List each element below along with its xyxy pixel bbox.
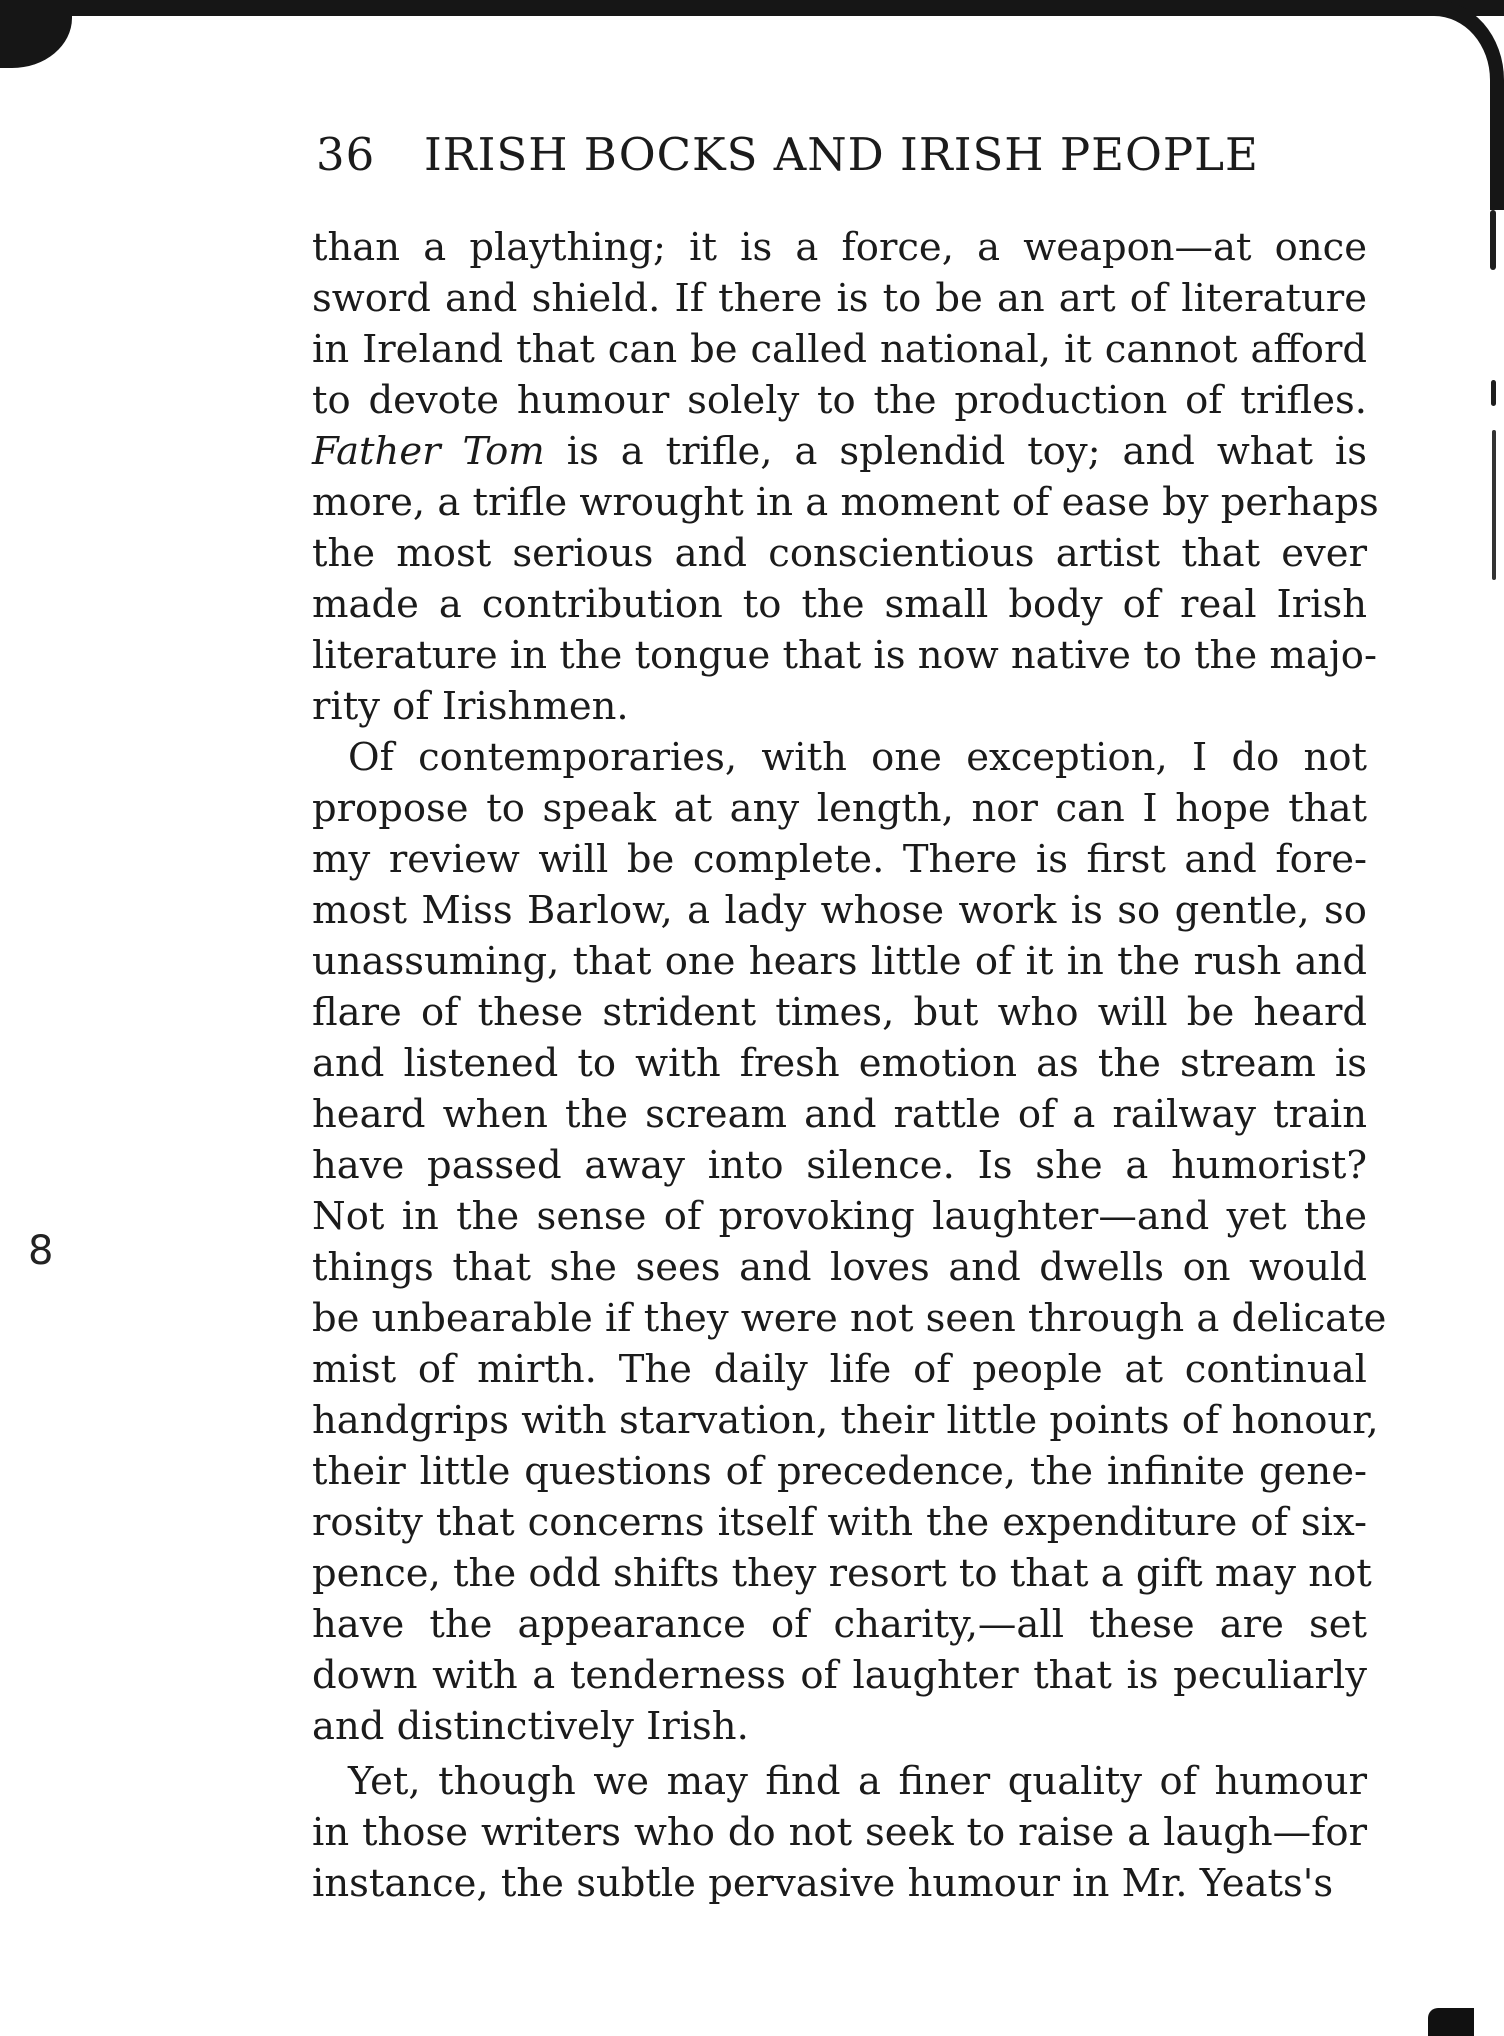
running-title: IRISH BOCKS AND IRISH PEOPLE	[424, 128, 1259, 181]
text-line: things that she sees and loves and dwells on would	[312, 1245, 1367, 1290]
text-line: literature in the tongue that is now native to the majo-	[312, 633, 1377, 678]
text-line: have passed away into silence. Is she a humorist?	[312, 1143, 1367, 1188]
text-line: down with a tenderness of laughter that is peculiarly	[312, 1653, 1367, 1698]
text-line: propose to speak at any length, nor can I hope that	[312, 786, 1367, 831]
text-line: mist of mirth. The daily life of people at continual	[312, 1347, 1367, 1392]
text-line: to devote humour solely to the production of trifles.	[312, 378, 1367, 423]
text-line: be unbearable if they were not seen through a delicate	[312, 1296, 1387, 1341]
text-line: in Ireland that can be called national, it cannot afford	[312, 327, 1367, 372]
text-line: unassuming, that one hears little of it in the rush and	[312, 939, 1367, 984]
text-line: sword and shield. If there is to be an art of literature	[312, 276, 1367, 321]
margin-number: 8	[28, 1228, 54, 1274]
scan-right-curl	[1432, 0, 1504, 210]
scan-right-edge-mark	[1492, 430, 1496, 580]
text-line: Yet, though we may find a finer quality of humour	[348, 1759, 1367, 1804]
text-line: the most serious and conscientious artist that ever	[312, 531, 1367, 576]
text-line: rity of Irishmen.	[312, 684, 629, 729]
text-line: their little questions of precedence, the infinite gene-	[312, 1449, 1367, 1494]
text-line: rosity that concerns itself with the expenditure of six-	[312, 1500, 1367, 1545]
text-line: pence, the odd shifts they resort to that a gift may not	[312, 1551, 1372, 1596]
scan-top-border	[0, 0, 1504, 16]
text-line: instance, the subtle pervasive humour in Mr. Yeats's	[312, 1861, 1334, 1906]
text-line: Of contemporaries, with one exception, I do not	[348, 735, 1367, 780]
paragraph-2	[312, 732, 1387, 1752]
text-line: heard when the scream and rattle of a railway train	[312, 1092, 1367, 1137]
running-header	[316, 128, 1316, 181]
text-line: most Miss Barlow, a lady whose work is so gentle, so	[312, 888, 1367, 933]
text-line: and distinctively Irish.	[312, 1704, 749, 1749]
scan-right-edge-mark	[1490, 210, 1496, 270]
text-line: Father Tom is a trifle, a splendid toy; and what is	[312, 429, 1368, 474]
book-title: Father Tom	[312, 429, 545, 474]
text-line: more, a trifle wrought in a moment of ease by perhaps	[312, 480, 1379, 525]
text-line: my review will be complete. There is first and fore-	[312, 837, 1367, 882]
text-line: handgrips with starvation, their little points of honour,	[312, 1398, 1379, 1443]
text-line: have the appearance of charity,—all these are set	[312, 1602, 1367, 1647]
text-line: Not in the sense of provoking laughter—and yet the	[312, 1194, 1367, 1239]
page-number: 36	[316, 128, 376, 181]
scan-bottom-blot	[1428, 2008, 1474, 2036]
text-line: in those writers who do not seek to raise a laugh—for	[312, 1810, 1367, 1855]
text-line: than a plaything; it is a force, a weapon—at once	[312, 225, 1367, 270]
paragraph-1	[312, 222, 1379, 732]
text-line: made a contribution to the small body of real Irish	[312, 582, 1367, 627]
scan-top-left-mark	[0, 10, 72, 68]
text-line: and listened to with fresh emotion as the stream is	[312, 1041, 1367, 1086]
paragraph-3	[312, 1756, 1367, 1909]
text-line: flare of these strident times, but who will be heard	[312, 990, 1367, 1035]
scan-right-edge-mark	[1491, 380, 1496, 406]
body-text	[312, 222, 1387, 1909]
